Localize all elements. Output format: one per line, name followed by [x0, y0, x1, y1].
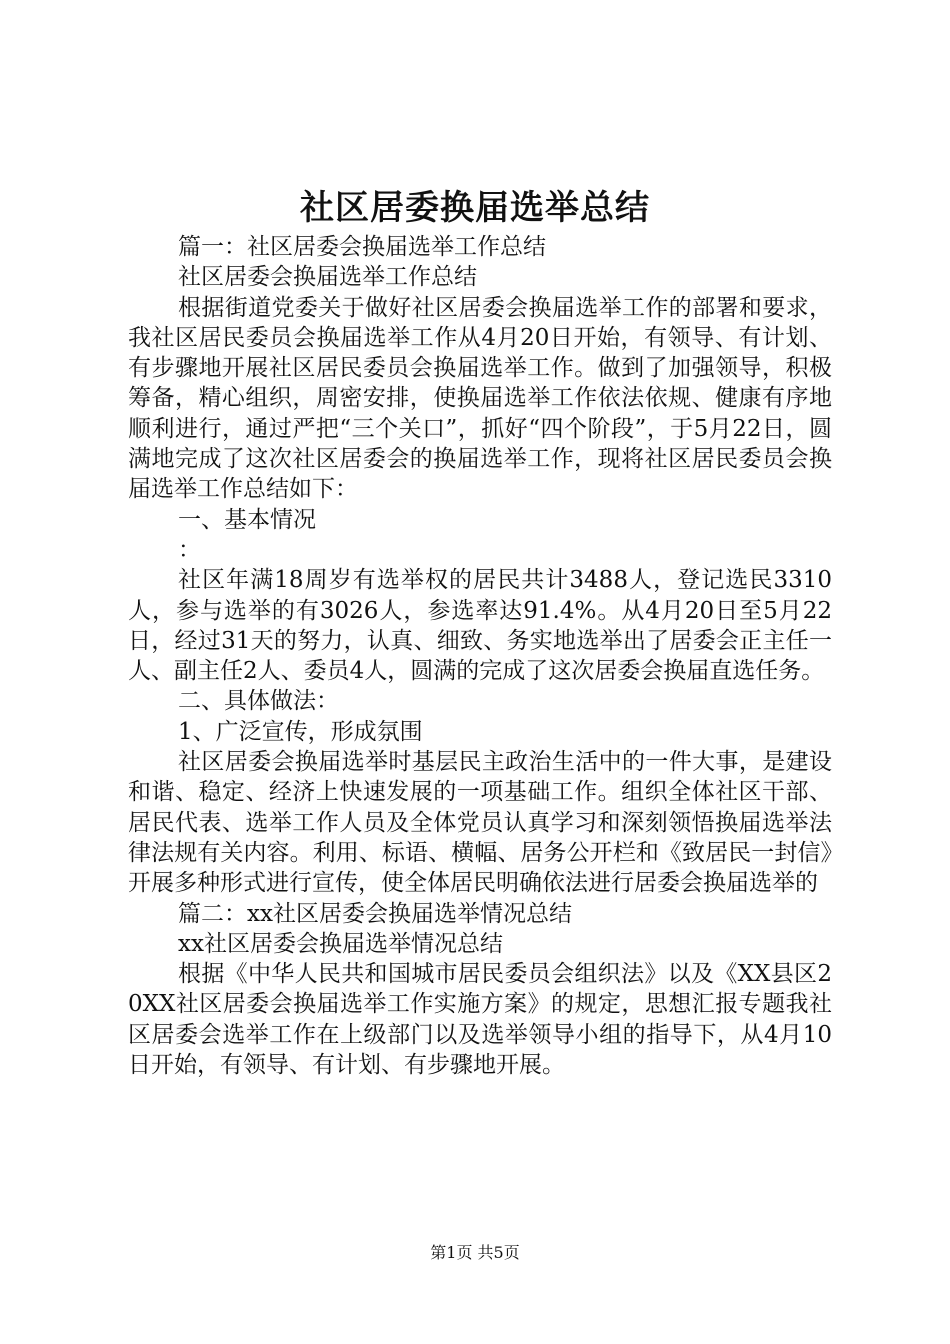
- sub-heading: 1、广泛宣传，形成氛围: [178, 718, 423, 745]
- section-heading: 二、具体做法：: [178, 688, 339, 715]
- document-title: 社区居委换届选举总结: [300, 188, 650, 228]
- body-paragraph: ：: [178, 536, 201, 563]
- document-body: [128, 232, 832, 1080]
- section-heading: 一、基本情况: [178, 506, 316, 533]
- body-paragraph: 社区居委会换届选举时基层民主政治生活中的一件大事，是建设和谐、稳定、经济上快速发展的一项基础工作。组织全体社区干部、居民代表、选举工作人员及全体党员认真学习和深刻领悟换届选举法律法规有关内容。利用、标语、横幅、居务公开栏和《致居民一封信》开展多种形式进行宣传，使全体居民明确依法进行居委会换届选举的: [128, 749, 832, 897]
- page-footer: 第1页 共5页: [430, 1243, 520, 1262]
- body-paragraph: 根据街道党委关于做好社区居委会换届选举工作的部署和要求，我社区居民委员会换届选举工作从4月20日开始，有领导、有计划、有步骤地开展社区居民委员会换届选举工作。做到了加强领导，积极筹备，精心组织，周密安排，使换届选举工作依法依规、健康有序地顺利进行，通过严把“三个关口”，抓好“四个阶段”，于5月22日，圆满地完成了这次社区居委会的换届选举工作，现将社区居民委员会换届选举工作总结如下：: [128, 294, 832, 503]
- sub-heading: 社区居委会换届选举工作总结: [178, 264, 477, 291]
- section-heading: 篇二：xx社区居委会换届选举情况总结: [178, 900, 572, 927]
- sub-heading: xx社区居委会换届选举情况总结: [178, 930, 503, 957]
- body-paragraph: 根据《中华人民共和国城市居民委员会组织法》以及《XX县区20XX社区居委会换届选举工作实施方案》的规定，思想汇报专题我社区居委会选举工作在上级部门以及选举领导小组的指导下，从4月10日开始，有领导、有计划、有步骤地开展。: [128, 961, 832, 1079]
- body-paragraph: 社区年满18周岁有选举权的居民共计3488人，登记选民3310人，参与选举的有3026人，参选率达91.4%。从4月20日至5月22日，经过31天的努力，认真、细致、务实地选举出了居委会正主任一人、副主任2人、委员4人，圆满的完成了这次居委会换届直选任务。: [128, 567, 832, 685]
- section-heading: 篇一：社区居委会换届选举工作总结: [178, 234, 546, 260]
